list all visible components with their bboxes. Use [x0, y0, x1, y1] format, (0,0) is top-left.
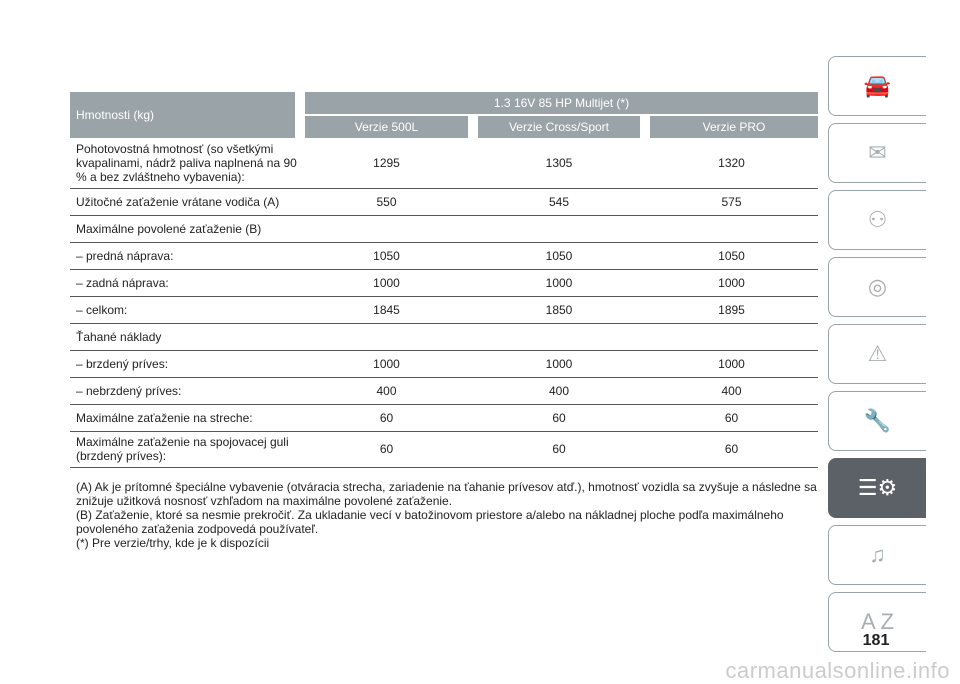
footnote-b: (B) Zaťaženie, ktoré sa nesmie prekročiť. Za ukladanie vecí v batožinovom priestore a/alebo na nákladnej ploche podľa maximálneho povoleného zaťaženia zodpovedá používateľ. [76, 508, 784, 536]
row-label: Ťahané náklady [70, 323, 300, 350]
page-number: 181 [862, 632, 890, 649]
table-row [70, 242, 818, 269]
warning-lights-icon: ✉ [868, 140, 887, 165]
tab-maintenance[interactable] [828, 391, 926, 451]
row-label: Maximálne zaťaženie na streche: [70, 404, 300, 431]
safety-airbag-icon: ⚇ [867, 207, 888, 232]
steering-wheel-icon: ◎ [867, 274, 888, 299]
row-value: 575 [645, 188, 818, 215]
table-row [70, 296, 818, 323]
row-label: – zadná náprava: [70, 269, 300, 296]
row-label: Maximálne zaťaženie na spojovacej guli (brzdený príves): [70, 431, 300, 467]
table-row [70, 188, 818, 215]
weights-table [70, 92, 818, 468]
table-header-label: Hmotnosti (kg) [70, 92, 300, 138]
table-row [70, 431, 818, 467]
maintenance-icon: 🔧 [863, 408, 892, 433]
row-value: 1295 [300, 138, 473, 188]
tab-safety[interactable] [828, 190, 926, 250]
row-value [645, 215, 818, 242]
row-value: 1000 [300, 350, 473, 377]
row-value: 1000 [645, 269, 818, 296]
table-row [70, 215, 818, 242]
tab-emergency[interactable] [828, 324, 926, 384]
version-header-cross-sport: Verzie Cross/Sport [473, 115, 645, 138]
row-value: 1000 [645, 350, 818, 377]
row-value [300, 215, 473, 242]
table-row [70, 138, 818, 188]
row-value: 1000 [300, 269, 473, 296]
row-value: 1895 [645, 296, 818, 323]
footnotes [76, 480, 818, 550]
footnote-a: (A) Ak je prítomné špeciálne vybavenie (otváracia strecha, zariadenie na ťahanie prívesov atď.), hmotnosť vozidla sa zvyšuje a následne sa znižuje užitková nosnosť vzhľadom na maximálne povolené zaťaženie. [76, 480, 817, 508]
row-value: 60 [300, 404, 473, 431]
multimedia-icon: ♫ [869, 542, 886, 567]
row-value: 1845 [300, 296, 473, 323]
version-header-pro: Verzie PRO [645, 115, 818, 138]
row-value: 1050 [300, 242, 473, 269]
row-label: – nebrzdený príves: [70, 377, 300, 404]
car-info-icon: 🚘 [863, 73, 892, 98]
table-row [70, 269, 818, 296]
watermark: carmanualsonline.info [725, 658, 950, 683]
row-value: 550 [300, 188, 473, 215]
row-label: – celkom: [70, 296, 300, 323]
tab-car-info[interactable] [828, 56, 926, 116]
row-label: Maximálne povolené zaťaženie (B) [70, 215, 300, 242]
row-value: 1320 [645, 138, 818, 188]
footnote-asterisk: (*) Pre verzie/trhy, kde je k dispozícii [76, 536, 270, 550]
row-value [473, 323, 645, 350]
tab-driving[interactable] [828, 257, 926, 317]
version-header-500l: Verzie 500L [300, 115, 473, 138]
row-value: 1050 [473, 242, 645, 269]
row-value: 545 [473, 188, 645, 215]
row-value: 60 [473, 431, 645, 467]
table-row [70, 323, 818, 350]
emergency-icon: ⚠ [867, 341, 888, 366]
row-value: 1000 [473, 350, 645, 377]
table-row [70, 404, 818, 431]
row-value [300, 323, 473, 350]
row-value: 1050 [645, 242, 818, 269]
row-value [645, 323, 818, 350]
row-value: 60 [645, 404, 818, 431]
row-value: 1305 [473, 138, 645, 188]
chapter-tabs [828, 56, 928, 659]
row-value: 60 [300, 431, 473, 467]
row-value: 1000 [473, 269, 645, 296]
tab-technical-data[interactable] [828, 458, 926, 518]
row-value: 400 [473, 377, 645, 404]
index-icon: A Z [860, 609, 894, 634]
technical-data-icon: ☰⚙ [857, 475, 898, 500]
row-value: 400 [300, 377, 473, 404]
row-value [473, 215, 645, 242]
row-label: Užitočné zaťaženie vrátane vodiča (A) [70, 188, 300, 215]
table-row [70, 350, 818, 377]
row-value: 1850 [473, 296, 645, 323]
row-label: – brzdený príves: [70, 350, 300, 377]
row-value: 400 [645, 377, 818, 404]
tab-multimedia[interactable] [828, 525, 926, 585]
row-label: – predná náprava: [70, 242, 300, 269]
table-row [70, 377, 818, 404]
row-label: Pohotovostná hmotnosť (so všetkými kvapalinami, nádrž paliva naplnená na 90 % a bez zvláštneho vybavenia): [70, 138, 300, 188]
row-value: 60 [473, 404, 645, 431]
tab-warning-lights[interactable] [828, 123, 926, 183]
row-value: 60 [645, 431, 818, 467]
engine-header: 1.3 16V 85 HP Multijet (*) [300, 92, 818, 115]
